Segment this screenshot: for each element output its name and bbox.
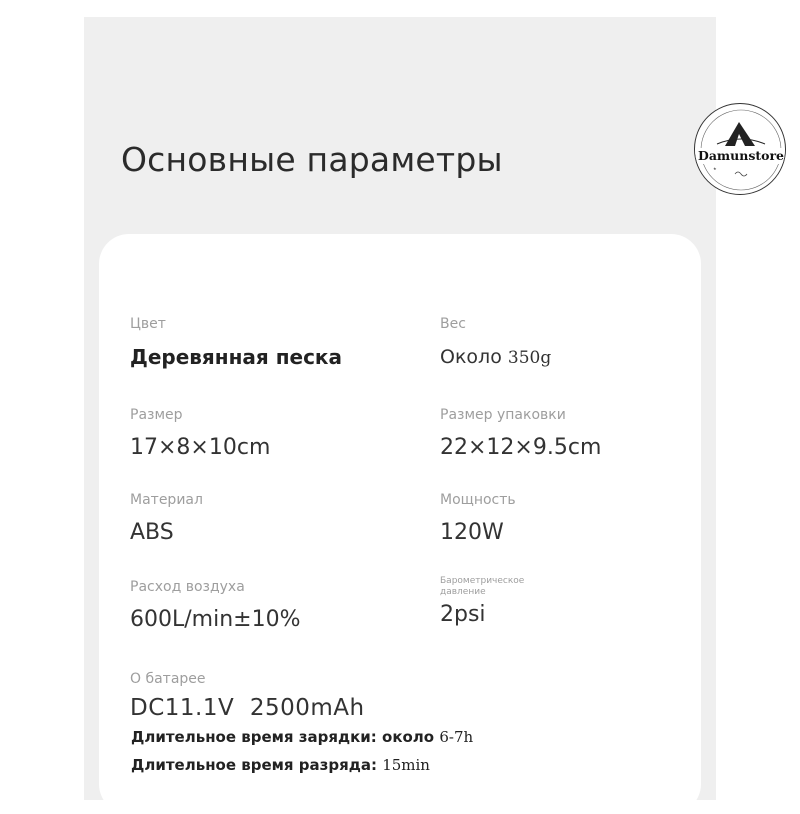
spec-color: [130, 316, 342, 370]
spec-size-value: 17×8×10cm: [130, 435, 271, 460]
discharge-time-note: [131, 756, 430, 774]
store-logo: [694, 103, 786, 195]
spec-pressure: [440, 576, 524, 628]
spec-package-size-label: Размер упаковки: [440, 407, 566, 423]
store-logo-text: Damunstore: [694, 148, 786, 164]
spec-power-value: 120W: [440, 520, 504, 545]
spec-weight: [440, 316, 551, 371]
spec-battery: [130, 671, 365, 721]
spec-weight-prefix: Около: [440, 346, 508, 368]
charge-time-text: Длительное время зарядки: около: [131, 728, 440, 746]
spec-pressure-value: 2psi: [440, 602, 486, 627]
spec-pressure-label-line1: Барометрическое: [440, 576, 525, 586]
spec-material: [130, 492, 203, 546]
spec-size-label: Размер: [130, 407, 183, 423]
discharge-time-value: 15min: [382, 756, 430, 774]
svg-text:★: ★: [713, 166, 717, 171]
charge-time-value: 6-7h: [439, 728, 474, 746]
spec-battery-label: О батарее: [130, 671, 206, 687]
spec-battery-value: DC11.1V 2500mAh: [130, 695, 365, 721]
spec-power: [440, 492, 516, 546]
spec-color-label: Цвет: [130, 316, 166, 332]
spec-airflow-value: 600L/min±10%: [130, 607, 301, 632]
spec-pressure-label-line2: давление: [440, 587, 486, 597]
page-title: Основные параметры: [121, 140, 503, 179]
spec-airflow: [130, 579, 300, 633]
discharge-time-text: Длительное время разряда:: [131, 756, 383, 774]
spec-package-size-value: 22×12×9.5cm: [440, 435, 602, 460]
spec-size: [130, 407, 270, 461]
spec-airflow-label: Расход воздуха: [130, 579, 245, 595]
spec-package-size: [440, 407, 601, 461]
spec-weight-value: [440, 344, 551, 371]
spec-material-value: ABS: [130, 520, 174, 545]
spec-weight-number: 350g: [507, 348, 552, 368]
spec-color-value: Деревянная песка: [130, 345, 343, 369]
spec-weight-label: Вес: [440, 316, 466, 332]
charge-time-note: [131, 728, 473, 746]
spec-material-label: Материал: [130, 492, 203, 508]
spec-power-label: Мощность: [440, 492, 516, 508]
